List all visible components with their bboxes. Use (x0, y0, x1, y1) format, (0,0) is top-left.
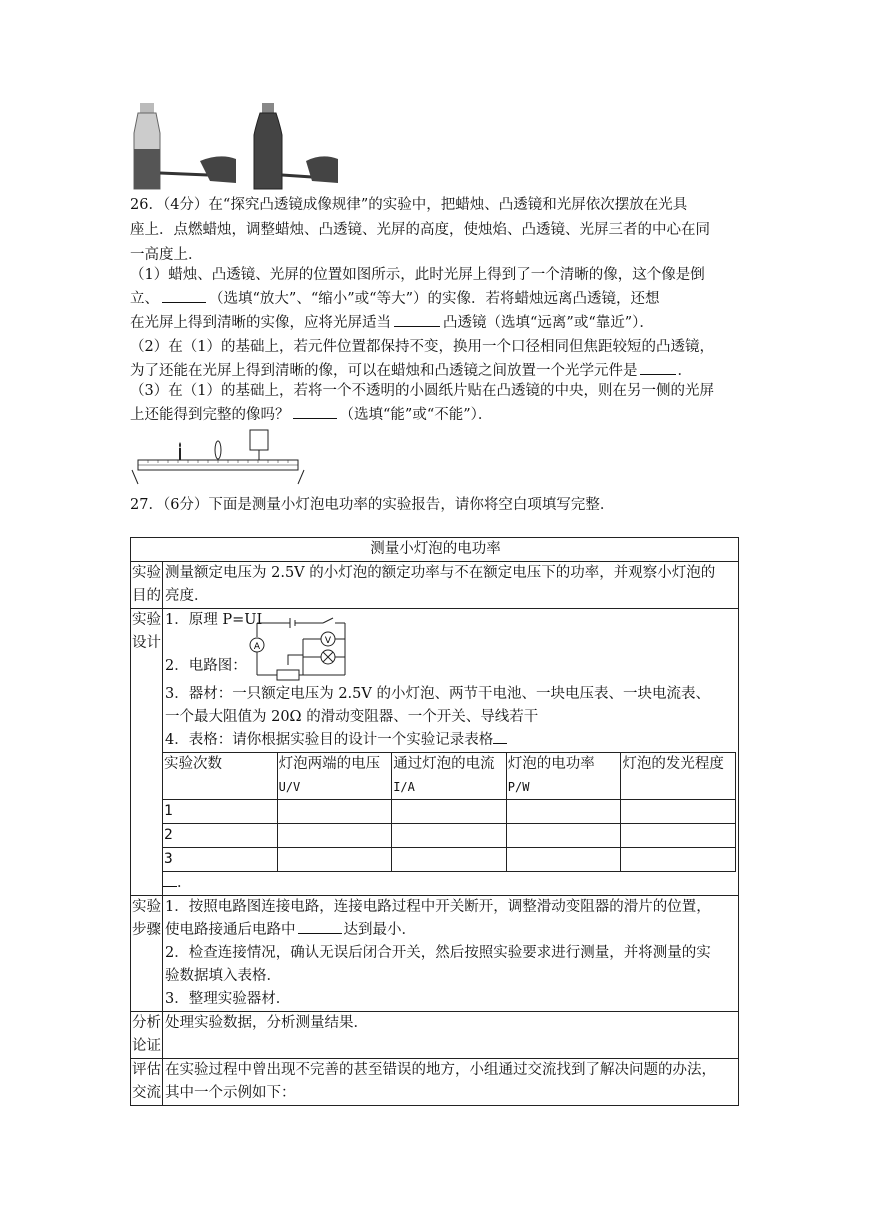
bottle-photo-left (130, 103, 240, 191)
answer-blank-5[interactable] (493, 729, 507, 744)
equipment-line2: 一个最大阻值为 20Ω 的滑动变阻器、一个开关、导线若干 (165, 709, 539, 725)
cell[interactable] (277, 800, 392, 824)
q26-text4: 上还能得到完整的像吗？ (130, 407, 290, 423)
design-label: 实验设计 (131, 609, 163, 896)
evaluation-line1: 在实验过程中曾出现不完善的甚至错误的地方，小组通过交流找到了解决问题的办法， (165, 1062, 716, 1078)
row-number: 2 (163, 824, 278, 848)
step1-line2 (165, 919, 738, 942)
answer-blank-3[interactable] (640, 360, 676, 375)
unit-current: I/A (393, 780, 415, 794)
record-header-2 (392, 753, 507, 800)
after-table-dot: ． (177, 875, 192, 891)
purpose-cell (163, 562, 739, 609)
q26-part1-line2 (130, 288, 659, 311)
cell[interactable] (277, 824, 392, 848)
circuit-diagram (245, 615, 355, 687)
steps-cell (163, 896, 739, 1012)
answer-blank-2[interactable] (394, 312, 440, 327)
header-voltage: 灯泡两端的电压 (278, 756, 381, 772)
q26-part2-line1: （2）在（1）的基础上，若元件位置都保持不变，换用一个口径相同但焦距较短的凸透镜， (130, 339, 714, 355)
evaluation-label: 评估交流 (131, 1059, 163, 1106)
q26-prefix: 立、 (130, 291, 159, 307)
q26-part3-line1: （3）在（1）的基础上，若将一个不透明的小圆纸片贴在凸透镜的中央，则在另一侧的光屏 (130, 383, 714, 399)
evaluation-line2: 其中一个示例如下： (165, 1085, 296, 1101)
q26-prefix2: 在光屏上得到清晰的实像，应将光屏适当 (130, 315, 391, 331)
analysis-cell: 处理实验数据，分析测量结果． (163, 1012, 739, 1059)
cell[interactable] (392, 800, 507, 824)
record-header-1 (277, 753, 392, 800)
unit-power: P/W (507, 780, 530, 794)
equipment-line1: 3．器材：一只额定电压为 2.5V 的小灯泡、两节干电池、一块电压表、一块电流表、 (165, 686, 710, 702)
q26-line1: 26．（4分）在“探究凸透镜成像规律”的实验中，把蜡烛、凸透镜和光屏依次摆放在光具 (130, 197, 688, 213)
table-row (163, 824, 736, 848)
q26-dot: ． (677, 363, 692, 379)
answer-blank-1[interactable] (162, 288, 206, 303)
experiment-report-table (130, 537, 739, 1106)
report-title: 测量小灯泡的电功率 (131, 538, 739, 562)
step2-line2: 验数据填入表格． (165, 968, 281, 984)
cell[interactable] (506, 800, 621, 824)
optical-bench-figure (128, 428, 306, 488)
analysis-label: 分析论证 (131, 1012, 163, 1059)
principle-text: 1．原理 P=UI (165, 612, 263, 628)
q26-part3-line2 (130, 404, 492, 427)
purpose-line1: 测量额定电压为 2.5V 的小灯泡的额定功率与不在额定电压下的功率，并观察小灯泡的 (165, 565, 716, 581)
record-header-4: 灯泡的发光程度 (621, 753, 736, 800)
q26-part1-line3 (130, 312, 654, 335)
q26-text2: 凸透镜（选填“远离”或“靠近”）． (443, 315, 654, 331)
q26-text: （选填“放大”、“缩小”或“等大”）的实像．若将蜡烛远离凸透镜，还想 (209, 291, 660, 307)
unit-voltage: U/V (278, 780, 301, 794)
bottle-photo-right (250, 103, 338, 191)
table-instruction (165, 729, 738, 752)
after-table (163, 872, 738, 895)
q26-line2: 座上．点燃蜡烛，调整蜡烛、凸透镜、光屏的高度，使烛焰、凸透镜、光屏三者的中心在同 (130, 222, 710, 238)
purpose-line2: 亮度． (165, 588, 209, 604)
evaluation-cell (163, 1059, 739, 1106)
answer-blank-4[interactable] (293, 404, 337, 419)
circuit-caption: 2．电路图： (165, 658, 247, 674)
ammeter-label: A (253, 642, 261, 652)
answer-blank-6[interactable] (163, 872, 177, 887)
step3: 3．整理实验器材． (165, 991, 291, 1007)
row-number: 3 (163, 848, 278, 872)
voltmeter-label: V (324, 636, 332, 646)
cell[interactable] (392, 848, 507, 872)
step1-post: 达到最小． (343, 922, 416, 938)
q26-text3: 为了还能在光屏上得到清晰的像，可以在蜡烛和凸透镜之间放置一个光学元件是 (130, 363, 638, 379)
row-number: 1 (163, 800, 278, 824)
table-instruction-text: 4．表格：请你根据实验目的设计一个实验记录表格 (165, 732, 494, 748)
cell[interactable] (621, 800, 736, 824)
header-current: 通过灯泡的电流 (393, 756, 495, 772)
steps-label: 实验步骤 (131, 896, 163, 1012)
purpose-label: 实验目的 (131, 562, 163, 609)
record-header-0: 实验次数 (163, 753, 278, 800)
header-power: 灯泡的电功率 (507, 756, 595, 772)
record-table (162, 752, 736, 872)
q26-text5: （选填“能”或“不能”）． (339, 407, 493, 423)
cell[interactable] (506, 824, 621, 848)
answer-blank-7[interactable] (298, 919, 342, 934)
cell[interactable] (392, 824, 507, 848)
table-row (163, 848, 736, 872)
table-row (163, 800, 736, 824)
cell[interactable] (621, 848, 736, 872)
step2-line1: 2．检查连接情况，确认无误后闭合开关，然后按照实验要求进行测量，并将测量的实 (165, 945, 711, 961)
q27-intro: 27．（6分）下面是测量小灯泡电功率的实验报告，请你将空白项填写完整． (130, 497, 615, 513)
step1-pre: 使电路接通后电路中 (165, 922, 296, 938)
step1-line1: 1．按照电路图连接电路，连接电路过程中开关断开，调整滑动变阻器的滑片的位置， (165, 899, 711, 915)
q26-line3: 一高度上． (130, 247, 203, 263)
record-header-3 (506, 753, 621, 800)
q26-part1-line1: （1）蜡烛、凸透镜、光屏的位置如图所示，此时光屏上得到了一个清晰的像，这个像是倒 (130, 267, 705, 283)
cell[interactable] (506, 848, 621, 872)
cell[interactable] (621, 824, 736, 848)
design-cell (163, 609, 739, 896)
cell[interactable] (277, 848, 392, 872)
